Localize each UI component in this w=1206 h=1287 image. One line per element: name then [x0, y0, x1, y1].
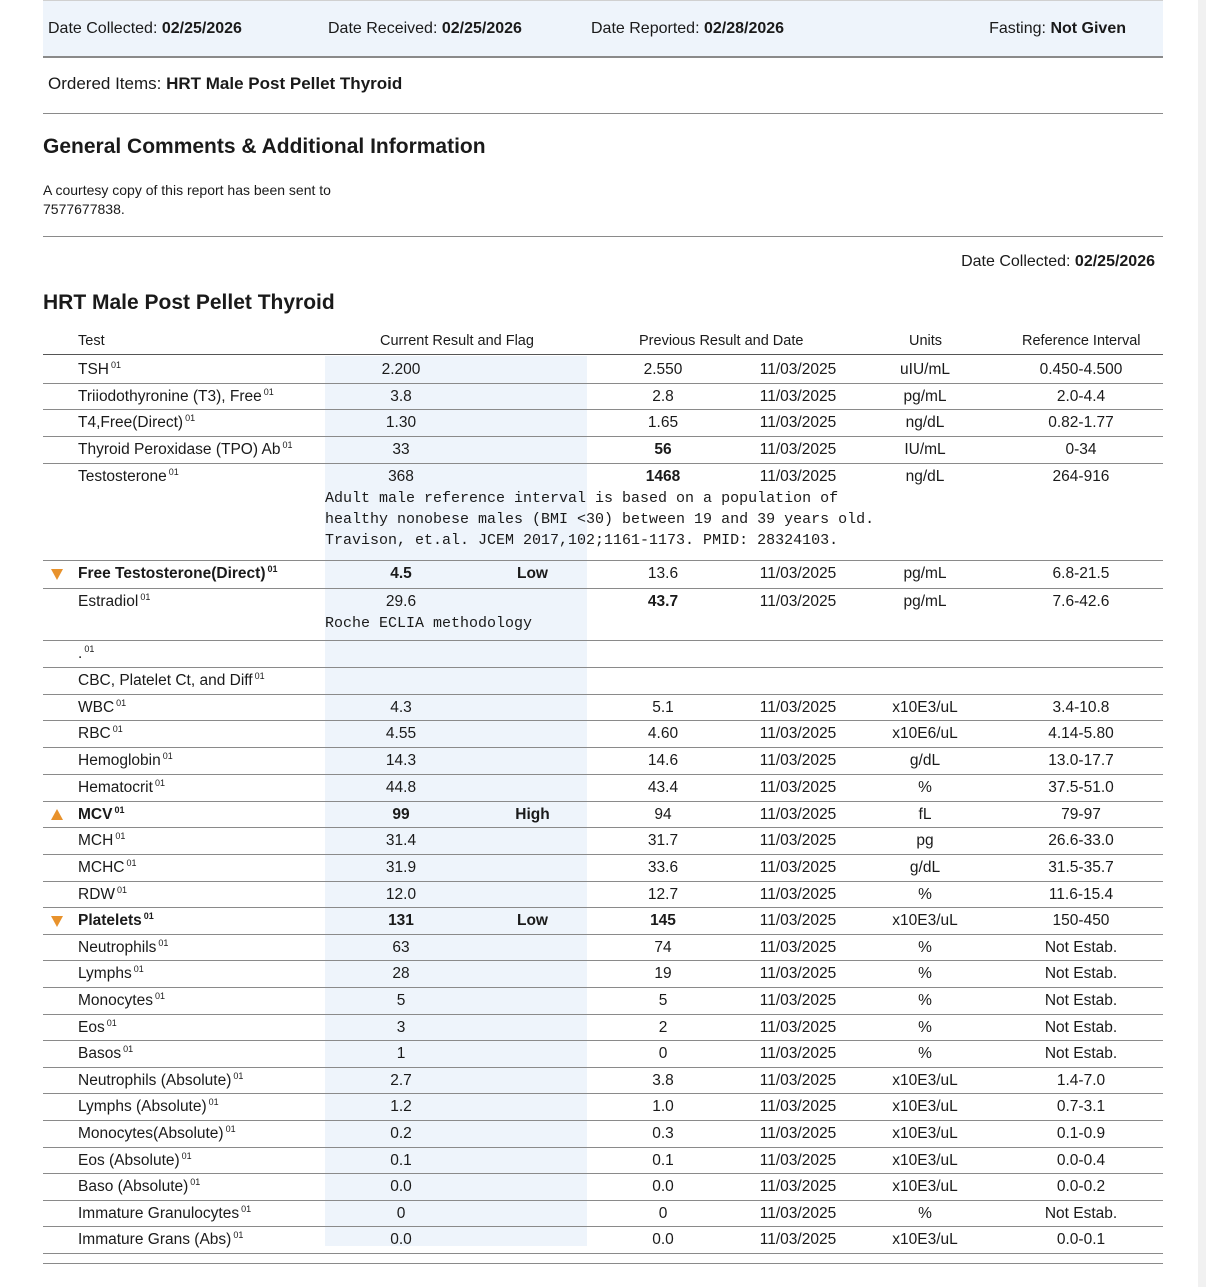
units: pg/mL [903, 565, 947, 582]
current-result: 2.7 [390, 1072, 412, 1089]
current-result: 28 [392, 965, 410, 982]
units: % [918, 1019, 932, 1036]
previous-result: 0.3 [652, 1125, 674, 1142]
reference-interval: Not Estab. [1044, 1045, 1118, 1062]
test-name: Lymphs (Absolute) $^{01}$ [78, 1096, 219, 1115]
previous-result: 33.6 [647, 859, 679, 876]
date-reported: Date Reported: 02/28/2026 [591, 20, 785, 37]
units: pg [916, 832, 934, 849]
test-name: RDW $^{01}$ [78, 884, 128, 903]
previous-result: 12.7 [647, 886, 679, 903]
previous-result: 94 [654, 806, 672, 823]
current-result: 1.30 [385, 414, 417, 431]
test-name: MCH $^{01}$ [78, 830, 126, 849]
table-row [43, 694, 1163, 721]
previous-date: 11/03/2025 [759, 779, 837, 796]
lab-code-superscript: 01 [112, 723, 123, 734]
lab-code-superscript: 01 [225, 1123, 236, 1134]
table-row [43, 747, 1163, 775]
previous-date: 11/03/2025 [759, 699, 837, 716]
table-row [43, 588, 1163, 641]
triangle-down-icon [51, 916, 63, 927]
previous-date: 11/03/2025 [759, 1178, 837, 1195]
reference-interval: 0-34 [1065, 441, 1097, 458]
reference-interval: Not Estab. [1044, 1019, 1118, 1036]
lab-code-superscript: 01 [140, 591, 151, 602]
previous-date: 11/03/2025 [759, 886, 837, 903]
table-row [43, 383, 1163, 410]
test-name: RBC $^{01}$ [78, 723, 123, 742]
test-name: Testosterone $^{01}$ [78, 466, 179, 485]
current-result: 4.5 [390, 565, 412, 582]
table-row [43, 1120, 1163, 1148]
current-result: 131 [388, 912, 414, 929]
reference-interval: 150-450 [1052, 912, 1110, 929]
current-result: 4.3 [390, 699, 412, 716]
triangle-down-icon [51, 569, 63, 580]
lab-code-superscript: 01 [282, 439, 293, 450]
table-row [43, 907, 1163, 935]
reference-interval: 0.7-3.1 [1056, 1098, 1106, 1115]
table-row [43, 934, 1163, 961]
col-header-previous: Previous Result and Date [639, 333, 804, 349]
lab-code-superscript: 01 [143, 910, 154, 921]
current-result: 1 [396, 1045, 406, 1062]
previous-result: 0.0 [652, 1178, 674, 1195]
lab-code-superscript: 01 [168, 466, 179, 477]
units: % [918, 939, 932, 956]
units: % [918, 1205, 932, 1222]
col-header-current: Current Result and Flag [380, 333, 534, 349]
units: pg/mL [903, 593, 947, 610]
table-row [43, 774, 1163, 802]
previous-date: 11/03/2025 [759, 1205, 837, 1222]
lab-code-superscript: 01 [84, 643, 95, 654]
previous-date: 11/03/2025 [759, 414, 837, 431]
test-name: Platelets $^{01}$ [78, 910, 154, 929]
lab-code-superscript: 01 [158, 937, 169, 948]
previous-result: 2.550 [643, 361, 683, 378]
test-name: Eos (Absolute) $^{01}$ [78, 1150, 192, 1169]
header-rule [43, 354, 1163, 355]
units: x10E6/uL [892, 725, 958, 742]
result-flag: Low [517, 912, 548, 929]
table-row [43, 827, 1163, 855]
units: % [918, 992, 932, 1009]
previous-date: 11/03/2025 [759, 1231, 837, 1248]
reference-interval: 0.0-0.2 [1056, 1178, 1106, 1195]
current-result: 2.200 [381, 361, 421, 378]
previous-result: 5.1 [652, 699, 674, 716]
reference-interval: 3.4-10.8 [1052, 699, 1110, 716]
current-result: 368 [388, 468, 414, 485]
reference-interval: 4.14-5.80 [1048, 725, 1114, 742]
test-name: Hematocrit $^{01}$ [78, 777, 165, 796]
test-name: Immature Granulocytes $^{01}$ [78, 1203, 252, 1222]
current-result: 44.8 [385, 779, 417, 796]
current-result: 4.55 [385, 725, 417, 742]
lab-code-superscript: 01 [106, 1017, 117, 1028]
lab-code-superscript: 01 [233, 1229, 244, 1240]
previous-date: 11/03/2025 [759, 1125, 837, 1142]
test-name: MCHC $^{01}$ [78, 857, 137, 876]
previous-result: 19 [654, 965, 672, 982]
test-name: CBC, Platelet Ct, and Diff $^{01}$ [78, 670, 265, 689]
current-result: 3.8 [390, 388, 412, 405]
divider [43, 236, 1163, 237]
lab-code-superscript: 01 [116, 697, 127, 708]
previous-result: 145 [650, 912, 676, 929]
lab-code-superscript: 01 [254, 670, 265, 681]
result-flag: Low [517, 565, 548, 582]
test-name: Triiodothyronine (T3), Free $^{01}$ [78, 386, 274, 405]
units: g/dL [909, 859, 941, 876]
units: uIU/mL [900, 361, 950, 378]
previous-date: 11/03/2025 [759, 965, 837, 982]
units: ng/dL [905, 468, 945, 485]
previous-date: 11/03/2025 [759, 806, 837, 823]
previous-result: 14.6 [647, 752, 679, 769]
panel-title: HRT Male Post Pellet Thyroid [43, 291, 335, 314]
current-result: 63 [392, 939, 410, 956]
current-result: 14.3 [385, 752, 417, 769]
col-header-test: Test [78, 333, 105, 349]
units: ng/dL [905, 414, 945, 431]
reference-interval: 0.0-0.4 [1056, 1152, 1106, 1169]
units: x10E3/uL [892, 1152, 958, 1169]
current-result: 0.2 [390, 1125, 412, 1142]
date-received: Date Received: 02/25/2026 [328, 20, 522, 37]
reference-interval: 0.0-0.1 [1056, 1231, 1106, 1248]
table-row [43, 667, 1163, 695]
previous-date: 11/03/2025 [759, 1019, 837, 1036]
reference-interval: 2.0-4.4 [1056, 388, 1106, 405]
table-row [43, 1014, 1163, 1041]
current-result: 99 [392, 806, 410, 823]
table-row [43, 1040, 1163, 1068]
units: g/dL [909, 752, 941, 769]
current-result: 3 [396, 1019, 406, 1036]
lab-code-superscript: 01 [126, 857, 137, 868]
units: x10E3/uL [892, 1098, 958, 1115]
test-name: Monocytes(Absolute) $^{01}$ [78, 1123, 236, 1142]
test-name: Lymphs $^{01}$ [78, 963, 144, 982]
lab-code-superscript: 01 [154, 990, 165, 1001]
test-name: Free Testosterone(Direct) $^{01}$ [78, 563, 278, 582]
test-name: WBC $^{01}$ [78, 697, 127, 716]
ordered-items: Ordered Items: HRT Male Post Pellet Thyroid [48, 74, 403, 93]
test-name: Baso (Absolute) $^{01}$ [78, 1176, 201, 1195]
lab-code-superscript: 01 [162, 750, 173, 761]
units: x10E3/uL [892, 1072, 958, 1089]
reference-interval: 264-916 [1052, 468, 1110, 485]
previous-result: 2 [658, 1019, 668, 1036]
units: x10E3/uL [892, 912, 958, 929]
table-row [43, 1147, 1163, 1174]
reference-interval: 0.1-0.9 [1056, 1125, 1106, 1142]
comments-title: General Comments & Additional Information [43, 135, 486, 158]
table-row [43, 1067, 1163, 1094]
previous-date: 11/03/2025 [759, 1072, 837, 1089]
test-name: MCV $^{01}$ [78, 804, 125, 823]
table-row [43, 436, 1163, 464]
previous-date: 11/03/2025 [759, 859, 837, 876]
reference-interval: 31.5-35.7 [1048, 859, 1114, 876]
units: x10E3/uL [892, 1231, 958, 1248]
reference-interval: 0.82-1.77 [1048, 414, 1114, 431]
col-header-reference: Reference Interval [1022, 333, 1141, 349]
previous-date: 11/03/2025 [759, 565, 837, 582]
table-row [43, 463, 1163, 561]
test-name: Immature Grans (Abs) $^{01}$ [78, 1229, 244, 1248]
col-header-units: Units [909, 333, 943, 349]
reference-interval: 79-97 [1061, 806, 1101, 823]
previous-result: 13.6 [647, 565, 679, 582]
reference-interval: 7.6-42.6 [1052, 593, 1110, 610]
previous-date: 11/03/2025 [759, 912, 837, 929]
table-row [43, 1173, 1163, 1201]
table-row [43, 356, 1163, 384]
units: x10E3/uL [892, 1125, 958, 1142]
reference-interval: 11.6-15.4 [1048, 886, 1114, 903]
units: x10E3/uL [892, 1178, 958, 1195]
current-result: 0.1 [390, 1152, 412, 1169]
previous-result: 0.0 [652, 1231, 674, 1248]
fasting-status: Fasting: Not Given [989, 20, 1126, 37]
result-comment: Roche ECLIA methodology [325, 615, 533, 632]
table-row [43, 987, 1163, 1015]
table-row [43, 1093, 1163, 1121]
test-name: TSH $^{01}$ [78, 359, 122, 378]
units: IU/mL [904, 441, 946, 458]
previous-result: 31.7 [647, 832, 679, 849]
lab-code-superscript: 01 [181, 1150, 192, 1161]
result-comment: Travison, et.al. JCEM 2017,102;1161-1173. PMID: 28324103. [325, 532, 839, 549]
table-row [43, 854, 1163, 882]
result-flag: High [515, 806, 550, 823]
previous-result: 2.8 [652, 388, 674, 405]
units: % [918, 965, 932, 982]
test-name: Monocytes $^{01}$ [78, 990, 165, 1009]
reference-interval: 26.6-33.0 [1048, 832, 1114, 849]
result-comment: healthy nonobese males (BMI <30) between 19 and 39 years old. [325, 511, 875, 528]
units: % [918, 779, 932, 796]
lab-code-superscript: 01 [263, 386, 274, 397]
table-row [43, 720, 1163, 748]
previous-result: 5 [658, 992, 668, 1009]
table-row [43, 640, 1163, 668]
previous-result: 74 [654, 939, 672, 956]
lab-code-superscript: 01 [123, 1043, 134, 1054]
table-row [43, 1226, 1163, 1254]
test-name: . $^{01}$ [78, 643, 95, 662]
previous-date: 11/03/2025 [759, 468, 837, 485]
previous-date: 11/03/2025 [759, 752, 837, 769]
previous-date: 11/03/2025 [759, 992, 837, 1009]
current-result: 0 [396, 1205, 406, 1222]
current-result: 33 [392, 441, 410, 458]
reference-interval: Not Estab. [1044, 992, 1118, 1009]
lab-code-superscript: 01 [190, 1176, 201, 1187]
previous-date: 11/03/2025 [759, 1098, 837, 1115]
reference-interval: Not Estab. [1044, 965, 1118, 982]
divider [43, 1263, 1163, 1264]
current-result: 1.2 [390, 1098, 412, 1115]
result-comment: Adult male reference interval is based on a population of [325, 490, 839, 507]
previous-result: 4.60 [647, 725, 679, 742]
test-name: Estradiol $^{01}$ [78, 591, 151, 610]
lab-code-superscript: 01 [185, 412, 196, 423]
reference-interval: Not Estab. [1044, 1205, 1118, 1222]
current-result: 12.0 [385, 886, 417, 903]
reference-interval: 0.450-4.500 [1039, 361, 1123, 378]
previous-result: 1.0 [652, 1098, 674, 1115]
previous-date: 11/03/2025 [759, 441, 837, 458]
previous-date: 11/03/2025 [759, 1152, 837, 1169]
table-row [43, 881, 1163, 908]
reference-interval: 1.4-7.0 [1056, 1072, 1106, 1089]
table-row [43, 1200, 1163, 1227]
test-name: Thyroid Peroxidase (TPO) Ab $^{01}$ [78, 439, 293, 458]
previous-date: 11/03/2025 [759, 361, 837, 378]
units: pg/mL [903, 388, 947, 405]
lab-code-superscript: 01 [154, 777, 165, 788]
current-result: 29.6 [385, 593, 417, 610]
lab-code-superscript: 01 [115, 830, 126, 841]
date-collected: Date Collected: 02/25/2026 [48, 20, 242, 37]
previous-result: 1.65 [647, 414, 679, 431]
previous-result: 3.8 [652, 1072, 674, 1089]
previous-date: 11/03/2025 [759, 725, 837, 742]
previous-result: 56 [654, 441, 672, 458]
lab-code-superscript: 01 [111, 359, 122, 370]
triangle-up-icon [51, 809, 63, 820]
current-result: 31.9 [385, 859, 417, 876]
divider [43, 113, 1163, 114]
panel-date-collected: Date Collected: 02/25/2026 [961, 253, 1155, 270]
current-result: 31.4 [385, 832, 417, 849]
comments-text: A courtesy copy of this report has been sent to 7577677838. [43, 182, 331, 217]
table-row [43, 560, 1163, 589]
test-name: Hemoglobin $^{01}$ [78, 750, 173, 769]
table-row [43, 801, 1163, 828]
reference-interval: 13.0-17.7 [1048, 752, 1114, 769]
previous-result: 0 [658, 1205, 668, 1222]
previous-result: 0 [658, 1045, 668, 1062]
table-row [43, 409, 1163, 437]
reference-interval: Not Estab. [1044, 939, 1118, 956]
current-result: 5 [396, 992, 406, 1009]
current-result: 0.0 [390, 1178, 412, 1195]
previous-result: 43.4 [647, 779, 679, 796]
lab-code-superscript: 01 [114, 804, 125, 815]
units: % [918, 886, 932, 903]
previous-result: 1468 [645, 468, 681, 485]
current-result: 0.0 [390, 1231, 412, 1248]
lab-code-superscript: 01 [117, 884, 128, 895]
lab-code-superscript: 01 [133, 963, 144, 974]
test-name: Basos $^{01}$ [78, 1043, 134, 1062]
previous-date: 11/03/2025 [759, 1045, 837, 1062]
lab-code-superscript: 01 [241, 1203, 252, 1214]
test-name: Eos $^{01}$ [78, 1017, 117, 1036]
units: fL [918, 806, 932, 823]
lab-code-superscript: 01 [233, 1070, 244, 1081]
reference-interval: 6.8-21.5 [1052, 565, 1110, 582]
previous-date: 11/03/2025 [759, 388, 837, 405]
table-row [43, 960, 1163, 988]
collection-header [43, 0, 1163, 58]
units: % [918, 1045, 932, 1062]
previous-result: 0.1 [652, 1152, 674, 1169]
test-name: Neutrophils $^{01}$ [78, 937, 169, 956]
previous-date: 11/03/2025 [759, 832, 837, 849]
previous-result: 43.7 [647, 593, 679, 610]
previous-date: 11/03/2025 [759, 939, 837, 956]
previous-date: 11/03/2025 [759, 593, 837, 610]
units: x10E3/uL [892, 699, 958, 716]
lab-code-superscript: 01 [267, 563, 278, 574]
test-name: T4,Free(Direct) $^{01}$ [78, 412, 196, 431]
reference-interval: 37.5-51.0 [1048, 779, 1114, 796]
lab-code-superscript: 01 [208, 1096, 219, 1107]
test-name: Neutrophils (Absolute) $^{01}$ [78, 1070, 244, 1089]
